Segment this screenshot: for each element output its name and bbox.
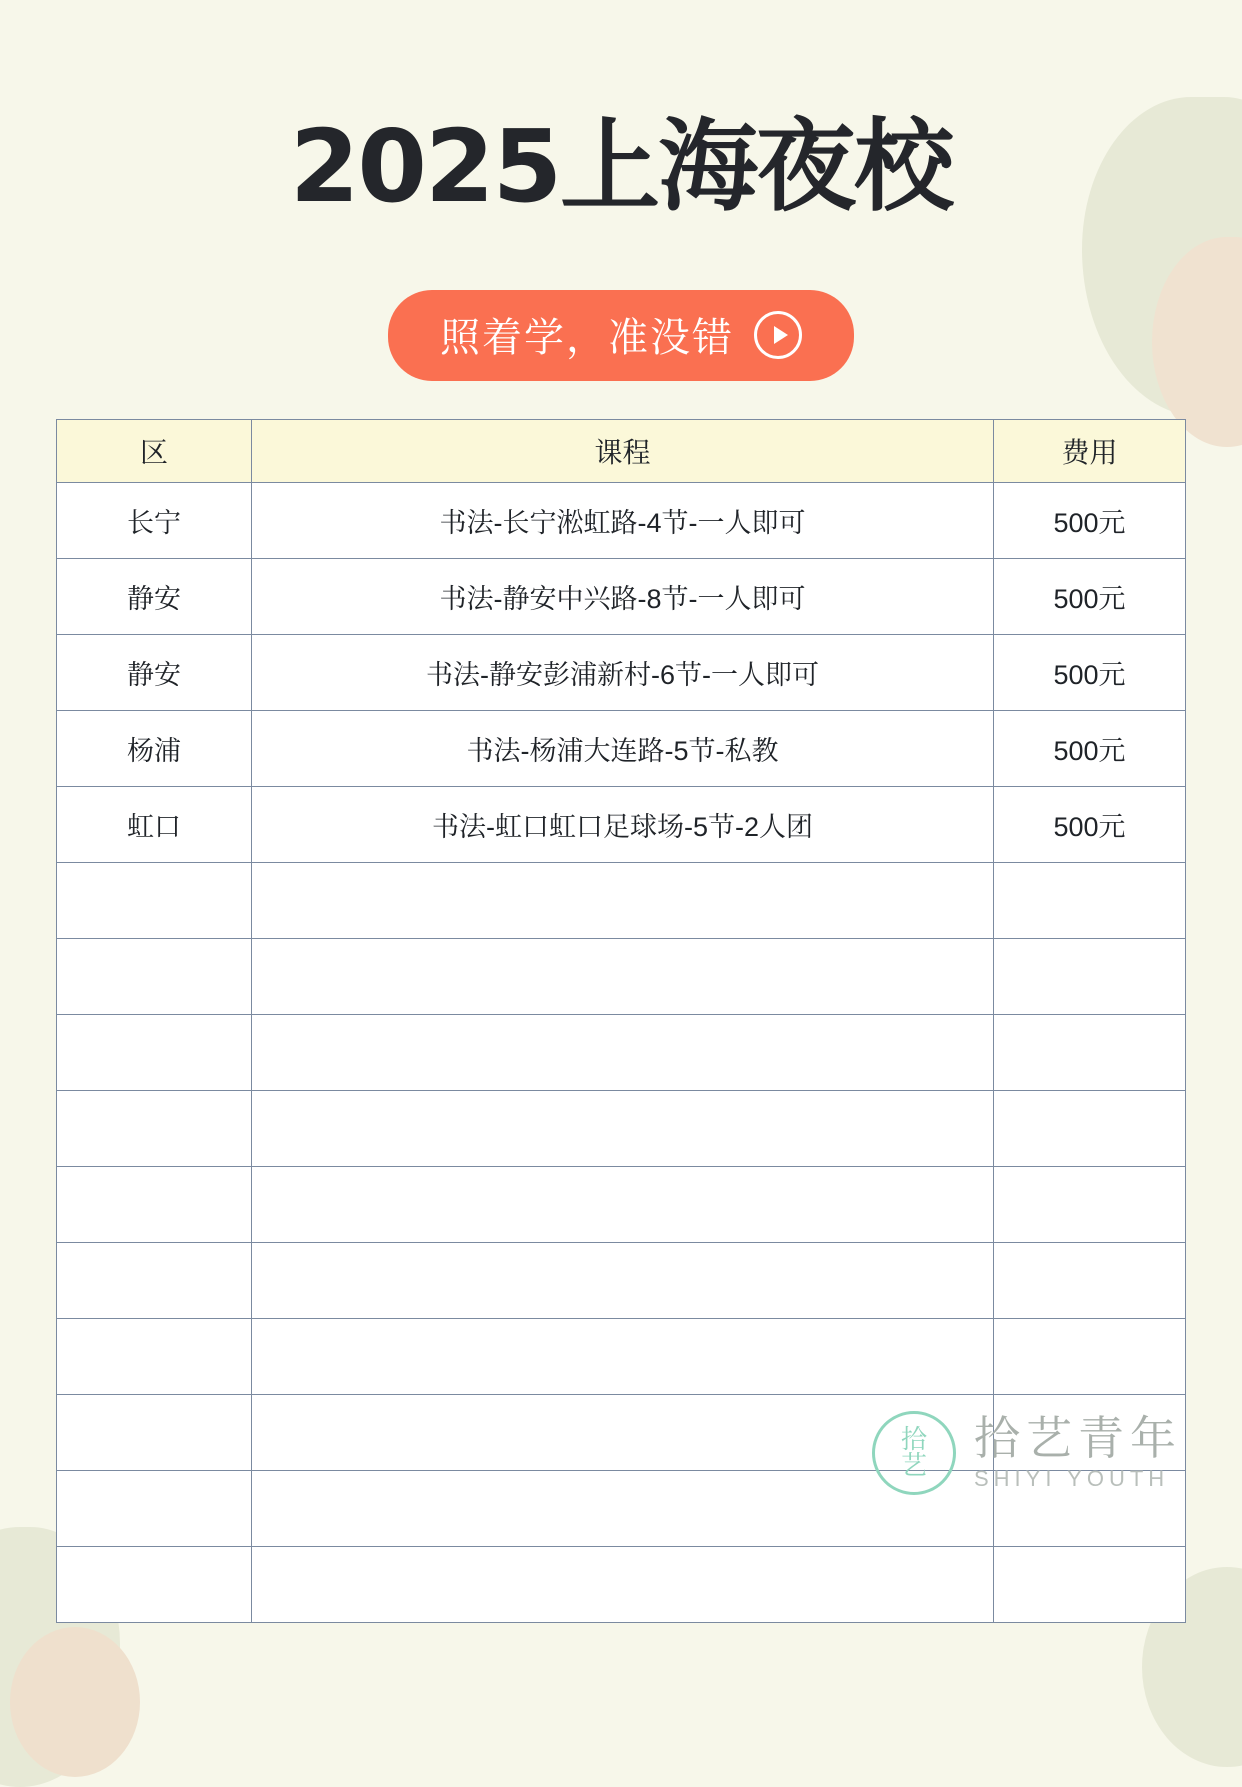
table-row	[57, 863, 1186, 939]
cell-fee	[994, 1091, 1186, 1167]
table-row	[57, 1319, 1186, 1395]
cell-area	[57, 939, 252, 1015]
cell-course	[252, 1547, 994, 1623]
logo-char-bottom: 艺	[900, 1451, 927, 1481]
table-row	[57, 711, 1186, 787]
cell-area: 虹口	[57, 787, 252, 863]
cell-course	[252, 1015, 994, 1091]
cell-fee: 500元	[994, 711, 1186, 787]
cell-fee: 500元	[994, 483, 1186, 559]
cell-course: 书法-杨浦大连路-5节-私教	[252, 711, 994, 787]
cell-course: 书法-长宁淞虹路-4节-一人即可	[252, 483, 994, 559]
cell-fee	[994, 939, 1186, 1015]
table-header-row	[57, 420, 1186, 483]
table-row	[57, 1547, 1186, 1623]
watermark	[872, 1411, 1182, 1495]
cell-area: 静安	[57, 559, 252, 635]
cell-area	[57, 1319, 252, 1395]
table-row	[57, 559, 1186, 635]
brand-name-block	[974, 1411, 1182, 1492]
cell-area	[57, 1015, 252, 1091]
cell-fee: 500元	[994, 559, 1186, 635]
table-row	[57, 1243, 1186, 1319]
cell-course: 书法-静安彭浦新村-6节-一人即可	[252, 635, 994, 711]
cell-area	[57, 1167, 252, 1243]
column-header-fee: 费用	[994, 420, 1186, 483]
table-row	[57, 635, 1186, 711]
cell-course	[252, 1167, 994, 1243]
table-row	[57, 939, 1186, 1015]
column-header-course: 课程	[252, 420, 994, 483]
cell-fee	[994, 1319, 1186, 1395]
cell-fee: 500元	[994, 787, 1186, 863]
cell-course	[252, 1319, 994, 1395]
cell-fee	[994, 1015, 1186, 1091]
cell-course	[252, 1243, 994, 1319]
cell-area: 杨浦	[57, 711, 252, 787]
brand-name-cn: 拾艺青年	[974, 1411, 1182, 1464]
cell-area	[57, 1091, 252, 1167]
cell-area	[57, 1471, 252, 1547]
cell-area	[57, 1243, 252, 1319]
table-row	[57, 1015, 1186, 1091]
cell-area: 静安	[57, 635, 252, 711]
cell-course: 书法-静安中兴路-8节-一人即可	[252, 559, 994, 635]
column-header-area: 区	[57, 420, 252, 483]
cell-course	[252, 863, 994, 939]
play-arrow-icon	[754, 311, 802, 359]
subtitle-text: 照着学，准没错	[440, 316, 734, 360]
cell-course: 书法-虹口虹口足球场-5节-2人团	[252, 787, 994, 863]
cell-area	[57, 1547, 252, 1623]
table-row	[57, 483, 1186, 559]
page-title: 2025上海夜校	[289, 108, 953, 225]
cell-course	[252, 939, 994, 1015]
table-row	[57, 1167, 1186, 1243]
brand-name-en: SHIYI YOUTH	[974, 1466, 1170, 1492]
decorative-blob-left-bottom-2	[10, 1627, 140, 1777]
table-row	[57, 787, 1186, 863]
cell-fee	[994, 1243, 1186, 1319]
cell-course	[252, 1091, 994, 1167]
cell-area	[57, 1395, 252, 1471]
cell-area	[57, 863, 252, 939]
cell-area: 长宁	[57, 483, 252, 559]
cell-fee	[994, 1167, 1186, 1243]
cell-fee	[994, 1547, 1186, 1623]
logo-char-top: 拾	[900, 1425, 927, 1455]
subtitle-row	[0, 290, 1242, 381]
cell-fee	[994, 863, 1186, 939]
brand-logo-icon	[872, 1411, 956, 1495]
subtitle-pill[interactable]	[388, 290, 854, 381]
cell-fee: 500元	[994, 635, 1186, 711]
table-row	[57, 1091, 1186, 1167]
poster-page	[0, 67, 1242, 1623]
